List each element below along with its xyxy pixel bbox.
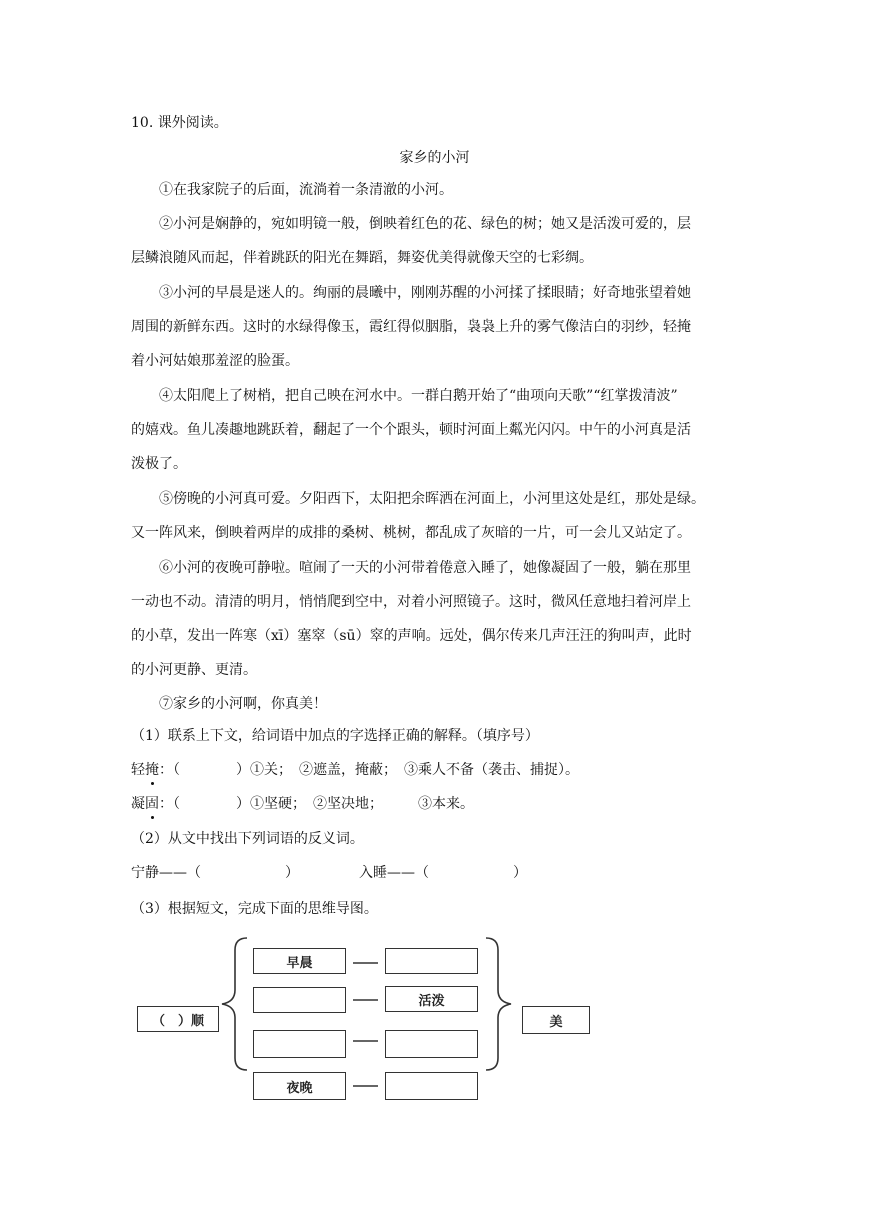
mind-map-row-3-left[interactable] <box>253 1030 346 1058</box>
dotted-character: 固 <box>145 796 159 812</box>
mind-map-row-3-right[interactable] <box>385 1030 478 1058</box>
sub1-item-2: 凝固：（ ）①坚硬； ②坚决地； ③本来。 <box>131 796 474 812</box>
question-number: 10. <box>131 115 154 131</box>
mind-map-row-1-right[interactable] <box>385 948 478 974</box>
mind-map-row-4-left: 夜晚 <box>253 1072 346 1100</box>
paragraph-4-line-3: 泼极了。 <box>131 456 187 472</box>
question-heading-text: 课外阅读。 <box>157 115 228 131</box>
paragraph-6-line-1: ⑥小河的夜晚可静啦。喧闹了一天的小河带着倦意入睡了，她像凝固了一般，躺在那里 <box>159 560 691 576</box>
antonym-pair-1: 宁静——（ ） <box>131 865 299 881</box>
paragraph-6-line-4: 的小河更静、更清。 <box>131 662 257 678</box>
paragraph-1-line-1: ①在我家院子的后面，流淌着一条清澈的小河。 <box>159 182 453 198</box>
sub1-prompt: （1）联系上下文，给词语中加点的字选择正确的解释。（填序号） <box>131 728 539 744</box>
paragraph-3-line-1: ③小河的早晨是迷人的。绚丽的晨曦中，刚刚苏醒的小河揉了揉眼睛；好奇地张望着她 <box>159 285 691 301</box>
passage-title: 家乡的小河 <box>399 150 470 166</box>
mind-map-row-4-right[interactable] <box>385 1072 478 1100</box>
sub1-item-1: 轻掩：（ ）①关； ②遮盖，掩蔽； ③乘人不备（袭击、捕捉）。 <box>131 762 579 778</box>
mind-map-row-2-left[interactable] <box>253 987 346 1013</box>
mind-map-left-box: （ ）顺 <box>137 1006 219 1032</box>
mind-map-row-2-right: 活泼 <box>385 986 478 1012</box>
paragraph-4-line-2: 的嬉戏。鱼儿凑趣地跳跃着，翻起了一个个跟头，顿时河面上粼光闪闪。中午的小河真是活 <box>131 422 691 438</box>
sub2-prompt: （2）从文中找出下列词语的反义词。 <box>131 831 364 847</box>
paragraph-6-line-2: 一动也不动。清清的明月，悄悄爬到空中，对着小河照镜子。这时，微风任意地扫着河岸上 <box>131 594 691 610</box>
dotted-character: 掩 <box>145 762 159 778</box>
paragraph-2-line-2: 层鳞浪随风而起，伴着跳跃的阳光在舞蹈，舞姿优美得就像天空的七彩绸。 <box>131 250 593 266</box>
paragraph-5-line-2: 又一阵风来，倒映着两岸的成排的桑树、桃树，都乱成了灰暗的一片，可一会儿又站定了。 <box>131 525 691 541</box>
paragraph-6-line-3: 的小草，发出一阵寒（xī）塞窣（sū）窣的声响。远处，偶尔传来几声汪汪的狗叫声，此时 <box>131 628 692 644</box>
mind-map-right-box: 美 <box>522 1006 590 1034</box>
sub3-prompt: （3）根据短文，完成下面的思维导图。 <box>131 901 378 917</box>
paragraph-5-line-1: ⑤傍晚的小河真可爱。夕阳西下，太阳把余晖洒在河面上，小河里这处是红，那处是绿。 <box>159 491 705 507</box>
mind-map-row-1-left: 早晨 <box>253 948 346 974</box>
paragraph-7-line-1: ⑦家乡的小河啊，你真美！ <box>159 696 327 712</box>
paragraph-3-line-3: 着小河姑娘那羞涩的脸蛋。 <box>131 353 299 369</box>
paragraph-4-line-1: ④太阳爬上了树梢，把自己映在河水中。一群白鹅开始了“曲项向天歌”“红掌拨清波” <box>159 388 678 404</box>
paragraph-2-line-1: ②小河是娴静的，宛如明镜一般，倒映着红色的花、绿色的树；她又是活泼可爱的，层 <box>159 216 691 232</box>
left-brace <box>222 938 247 1070</box>
antonym-pair-2: 入睡——（ ） <box>359 865 527 881</box>
right-brace <box>486 938 511 1070</box>
paragraph-3-line-2: 周围的新鲜东西。这时的水绿得像玉，霞红得似胭脂，袅袅上升的雾气像洁白的羽纱，轻掩 <box>131 319 691 335</box>
